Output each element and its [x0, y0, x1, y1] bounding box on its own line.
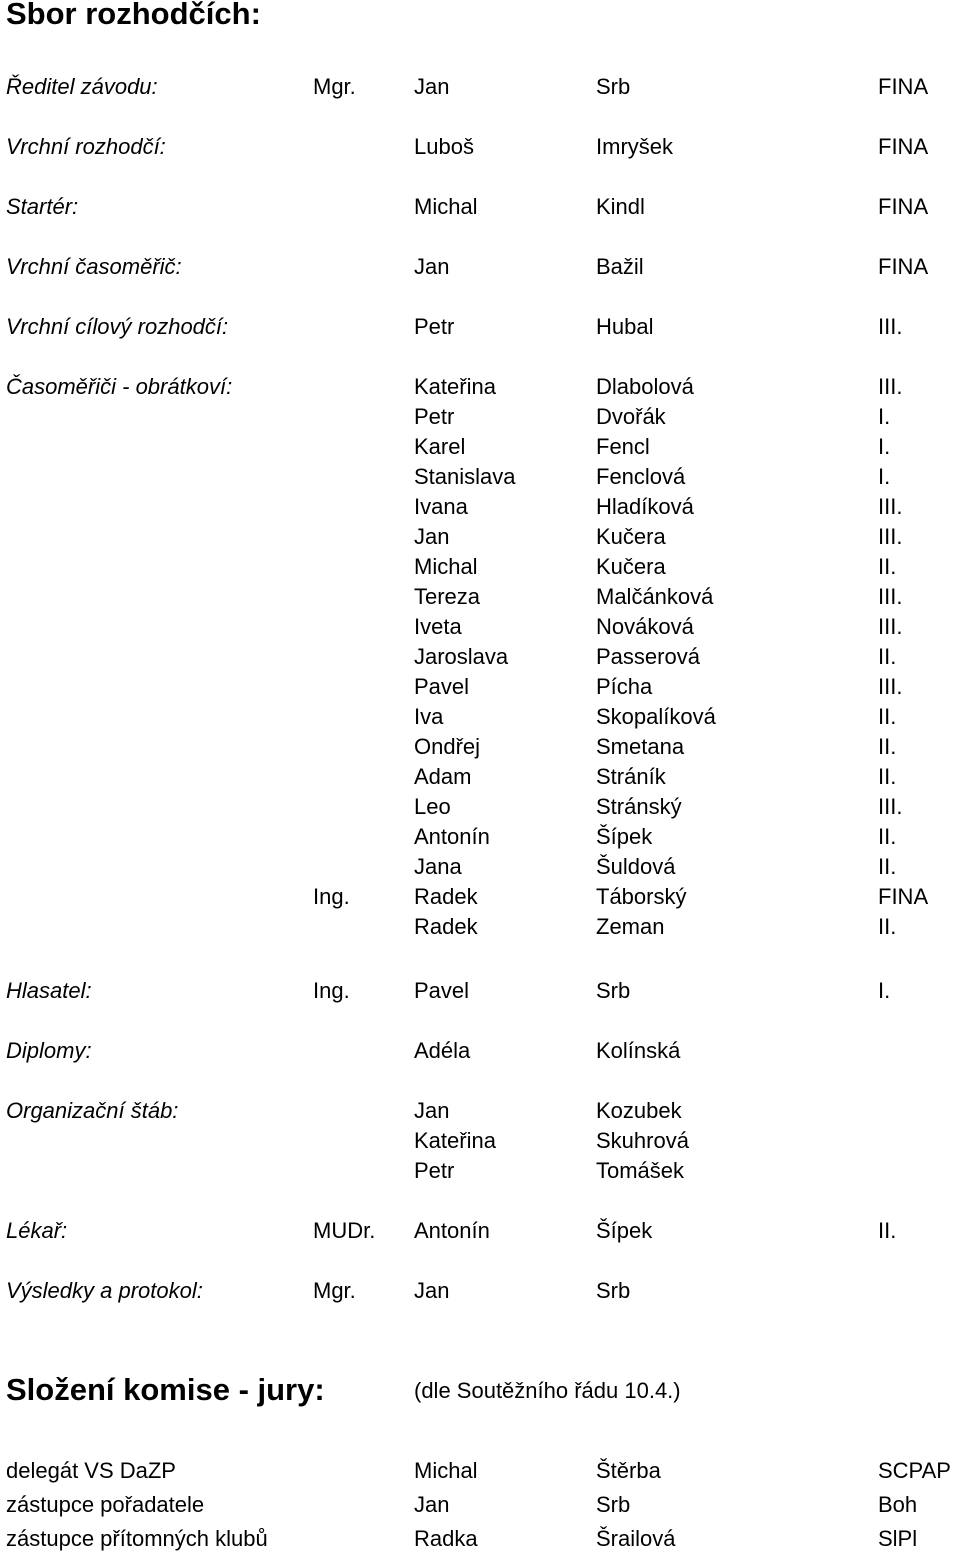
- official-grade: I.: [878, 978, 891, 1003]
- jury-club: SlPl: [878, 1526, 918, 1551]
- jury-last-name: Šrailová: [596, 1526, 676, 1551]
- official-grade: III.: [878, 584, 903, 609]
- official-last-name: Passerová: [596, 644, 700, 669]
- official-row: [0, 1036, 960, 1066]
- official-row: [0, 312, 960, 342]
- official-last-name: Šípek: [596, 824, 653, 849]
- official-row: [0, 1216, 960, 1246]
- official-row: [0, 402, 960, 432]
- jury-row: [0, 1456, 960, 1486]
- official-role: Výsledky a protokol:: [6, 1278, 203, 1303]
- official-grade: III.: [878, 494, 903, 519]
- official-role: Diplomy:: [6, 1038, 92, 1063]
- official-first-name: Petr: [414, 404, 455, 429]
- jury-club: SCPAP: [878, 1458, 951, 1483]
- official-grade: I.: [878, 404, 891, 429]
- official-last-name: Dlabolová: [596, 374, 694, 399]
- jury-title: Složení komise - jury:: [6, 1372, 325, 1407]
- official-first-name: Luboš: [414, 134, 474, 159]
- official-first-name: Radek: [414, 914, 478, 939]
- official-row: [0, 252, 960, 282]
- official-grade: II.: [878, 704, 897, 729]
- official-row: [0, 132, 960, 162]
- jury-last-name: Srb: [596, 1492, 631, 1517]
- official-role: Organizační štáb:: [6, 1098, 179, 1123]
- official-row: [0, 912, 960, 942]
- official-row: [0, 432, 960, 462]
- official-row: [0, 732, 960, 762]
- official-grade: FINA: [878, 74, 929, 99]
- official-role: Vrchní rozhodčí:: [6, 134, 166, 159]
- official-first-name: Ivana: [414, 494, 468, 519]
- official-first-name: Iveta: [414, 614, 462, 639]
- official-first-name: Jan: [414, 1098, 450, 1123]
- official-first-name: Antonín: [414, 824, 490, 849]
- official-last-name: Kučera: [596, 524, 666, 549]
- official-first-name: Stanislava: [414, 464, 516, 489]
- official-row: [0, 702, 960, 732]
- official-first-name: Radek: [414, 884, 478, 909]
- official-last-name: Kolínská: [596, 1038, 681, 1063]
- official-title: Mgr.: [313, 1278, 356, 1303]
- official-row: [0, 612, 960, 642]
- official-first-name: Leo: [414, 794, 451, 819]
- official-row: [0, 852, 960, 882]
- official-first-name: Adéla: [414, 1038, 471, 1063]
- official-role: Startér:: [6, 194, 79, 219]
- official-grade: III.: [878, 374, 903, 399]
- official-first-name: Jaroslava: [414, 644, 509, 669]
- official-last-name: Nováková: [596, 614, 694, 639]
- official-row: [0, 882, 960, 912]
- official-last-name: Dvořák: [596, 404, 666, 429]
- official-row: [0, 522, 960, 552]
- official-grade: III.: [878, 794, 903, 819]
- official-row: [0, 1126, 960, 1156]
- jury-role: zástupce pořadatele: [6, 1492, 205, 1517]
- official-last-name: Tomášek: [596, 1158, 685, 1183]
- official-first-name: Jana: [414, 854, 462, 879]
- official-last-name: Stráník: [596, 764, 666, 789]
- jury-first-name: Jan: [414, 1492, 450, 1517]
- page-title: Sbor rozhodčích:: [6, 0, 261, 31]
- official-grade: FINA: [878, 134, 929, 159]
- official-grade: FINA: [878, 254, 929, 279]
- jury-role: zástupce přítomných klubů: [6, 1526, 268, 1551]
- official-first-name: Kateřina: [414, 374, 496, 399]
- official-row: [0, 672, 960, 702]
- official-title: Mgr.: [313, 74, 356, 99]
- official-last-name: Šípek: [596, 1218, 653, 1243]
- jury-first-name: Radka: [414, 1526, 478, 1551]
- official-last-name: Hubal: [596, 314, 654, 339]
- official-grade: II.: [878, 1218, 897, 1243]
- official-title: Ing.: [313, 978, 350, 1003]
- official-first-name: Kateřina: [414, 1128, 496, 1153]
- official-first-name: Antonín: [414, 1218, 490, 1243]
- official-grade: II.: [878, 554, 897, 579]
- official-last-name: Hladíková: [596, 494, 694, 519]
- official-grade: II.: [878, 644, 897, 669]
- official-row: [0, 792, 960, 822]
- official-last-name: Kučera: [596, 554, 666, 579]
- official-row: [0, 192, 960, 222]
- official-last-name: Fencl: [596, 434, 650, 459]
- official-grade: II.: [878, 854, 897, 879]
- official-last-name: Pícha: [596, 674, 653, 699]
- official-row: [0, 462, 960, 492]
- official-role: Ředitel závodu:: [6, 74, 158, 99]
- official-row: [0, 976, 960, 1006]
- official-first-name: Iva: [414, 704, 444, 729]
- official-grade: III.: [878, 614, 903, 639]
- official-last-name: Imryšek: [596, 134, 673, 159]
- official-row: [0, 762, 960, 792]
- official-first-name: Jan: [414, 74, 450, 99]
- official-grade: III.: [878, 674, 903, 699]
- official-first-name: Michal: [414, 554, 478, 579]
- official-first-name: Jan: [414, 254, 450, 279]
- official-grade: II.: [878, 824, 897, 849]
- jury-row: [0, 1524, 960, 1554]
- official-last-name: Šuldová: [596, 854, 676, 879]
- official-last-name: Malčánková: [596, 584, 714, 609]
- official-title: MUDr.: [313, 1218, 376, 1243]
- official-last-name: Kozubek: [596, 1098, 682, 1123]
- official-last-name: Srb: [596, 1278, 631, 1303]
- jury-first-name: Michal: [414, 1458, 478, 1483]
- official-first-name: Jan: [414, 1278, 450, 1303]
- jury-row: [0, 1490, 960, 1520]
- official-role: Časoměřiči - obrátkoví:: [6, 374, 233, 399]
- jury-club: Boh: [878, 1492, 918, 1517]
- official-last-name: Skuhrová: [596, 1128, 689, 1153]
- official-row: [0, 552, 960, 582]
- official-row: [0, 642, 960, 672]
- jury-note: (dle Soutěžního řádu 10.4.): [414, 1378, 681, 1403]
- official-row: [0, 1096, 960, 1126]
- official-first-name: Petr: [414, 314, 455, 339]
- official-last-name: Bažil: [596, 254, 644, 279]
- official-row: [0, 582, 960, 612]
- official-row: [0, 372, 960, 402]
- official-last-name: Fenclová: [596, 464, 686, 489]
- official-row: [0, 1276, 960, 1306]
- official-first-name: Petr: [414, 1158, 455, 1183]
- jury-role: delegát VS DaZP: [6, 1458, 176, 1483]
- official-first-name: Adam: [414, 764, 472, 789]
- official-last-name: Smetana: [596, 734, 685, 759]
- official-first-name: Pavel: [414, 674, 470, 699]
- official-grade: III.: [878, 314, 903, 339]
- official-role: Hlasatel:: [6, 978, 92, 1003]
- official-grade: I.: [878, 464, 891, 489]
- official-first-name: Ondřej: [414, 734, 481, 759]
- official-last-name: Srb: [596, 978, 631, 1003]
- official-row: [0, 1156, 960, 1186]
- official-role: Vrchní cílový rozhodčí:: [6, 314, 229, 339]
- official-last-name: Kindl: [596, 194, 645, 219]
- official-last-name: Srb: [596, 74, 631, 99]
- official-grade: II.: [878, 734, 897, 759]
- official-row: [0, 492, 960, 522]
- official-first-name: Karel: [414, 434, 466, 459]
- official-role: Vrchní časoměřič:: [6, 254, 182, 279]
- official-grade: III.: [878, 524, 903, 549]
- official-first-name: Michal: [414, 194, 478, 219]
- official-grade: FINA: [878, 884, 929, 909]
- official-grade: II.: [878, 764, 897, 789]
- official-first-name: Tereza: [414, 584, 481, 609]
- jury-header: [6, 1372, 960, 1412]
- official-grade: II.: [878, 914, 897, 939]
- official-last-name: Zeman: [596, 914, 665, 939]
- official-grade: I.: [878, 434, 891, 459]
- official-first-name: Jan: [414, 524, 450, 549]
- official-role: Lékař:: [6, 1218, 68, 1243]
- official-row: [0, 822, 960, 852]
- official-last-name: Stránský: [596, 794, 682, 819]
- official-title: Ing.: [313, 884, 350, 909]
- official-last-name: Táborský: [596, 884, 687, 909]
- jury-last-name: Štěrba: [596, 1458, 661, 1483]
- official-grade: FINA: [878, 194, 929, 219]
- official-last-name: Skopalíková: [596, 704, 716, 729]
- official-first-name: Pavel: [414, 978, 470, 1003]
- official-row: [0, 72, 960, 102]
